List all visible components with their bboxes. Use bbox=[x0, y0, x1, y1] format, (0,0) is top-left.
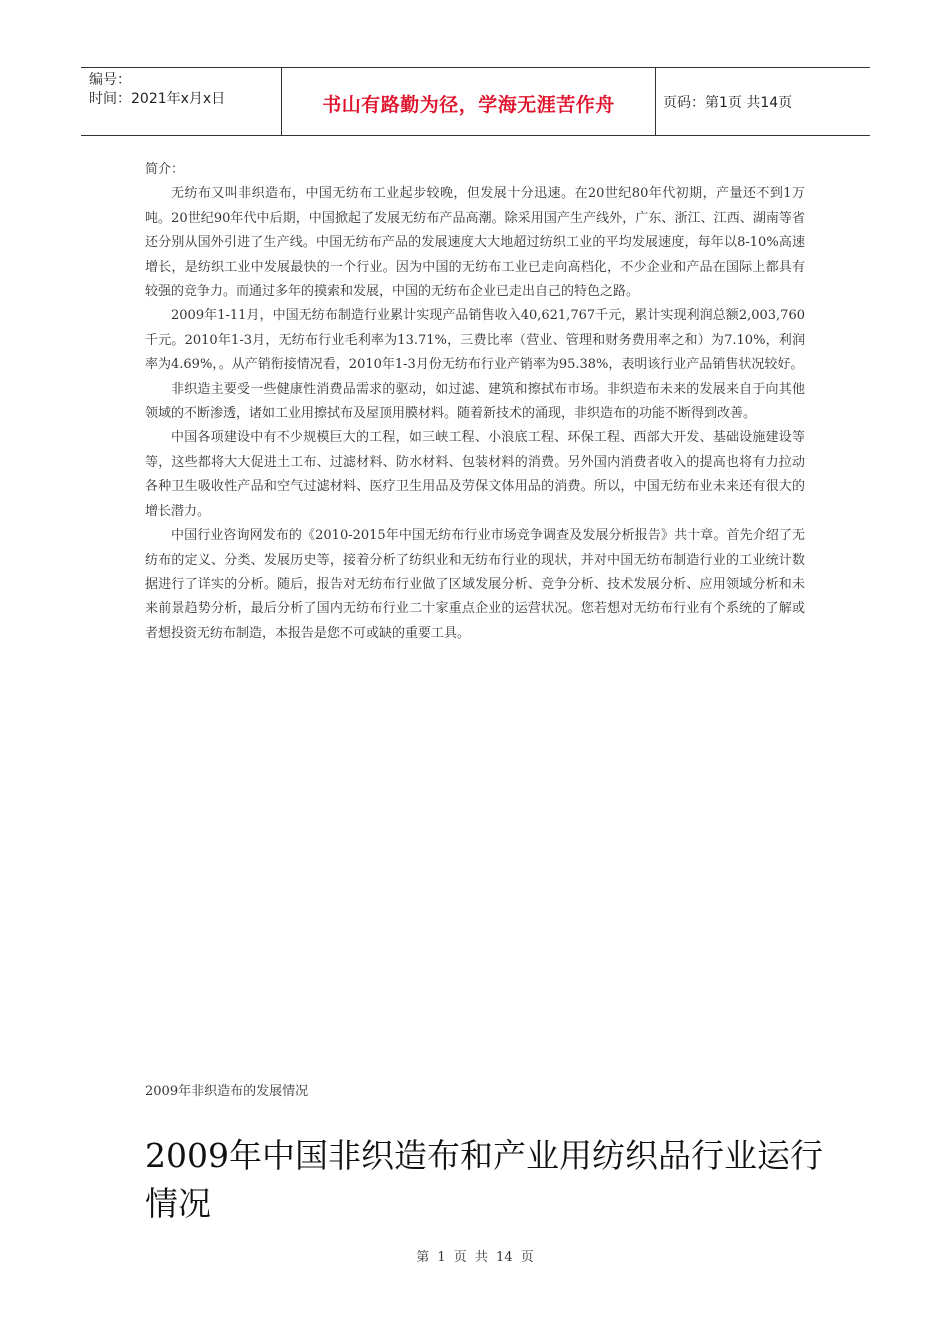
body-paragraph-3: 非织造主要受一些健康性消费品需求的驱动，如过滤、建筑和擦拭布市场。非织造布未来的发展来自于向其他领域的不断渗透，诸如工业用擦拭布及屋顶用膜材料。随着新技术的涌现，非织造布的功能不断得到改善。 bbox=[145, 381, 805, 422]
document-time-label: 时间：2021年x月x日 bbox=[89, 91, 226, 107]
document-number-label: 编号： bbox=[89, 72, 131, 88]
body-paragraph-2: 2009年1-11月，中国无纺布制造行业累计实现产品销售收入40,621,767千元，累计实现利润总额2,003,760千元。2010年1-3月，无纺布行业毛利率为13.71%，三费比率（营业、管理和财务费用率之和）为7.10%，利润率为4.69%，。从产销衔接情况看，2010年1-3月份无纺布行业产销率为95.38%，表明该行业产品销售状况较好。 bbox=[145, 308, 805, 373]
section-label: 2009年非织造布的发展情况 bbox=[145, 1084, 309, 1099]
body-paragraph-4: 中国各项建设中有不少规模巨大的工程，如三峡工程、小浪底工程、环保工程、西部大开发、基础设施建设等等，这些都将大大促进土工布、过滤材料、防水材料、包装材料的消费。另外国内消费者收入的提高也将有力拉动各种卫生吸收性产品和空气过滤材料、医疗卫生用品及劳保文体用品的消费。所以，中国无纺布业未来还有很大的增长潜力。 bbox=[145, 430, 805, 519]
header-motto: 书山有路勤为径，学海无涯苦作舟 bbox=[282, 68, 656, 135]
intro-label: 简介： bbox=[145, 162, 185, 177]
document-body bbox=[145, 158, 805, 646]
body-paragraph-5: 中国行业咨询网发布的《2010-2015年中国无纺布行业市场竞争调查及发展分析报告》共十章。首先介绍了无纺布的定义、分类、发展历史等，接着分析了纺织业和无纺布行业的现状，并对中国无纺布制造行业的工业统计数据进行了详实的分析。随后，报告对无纺布行业做了区域发展分析、竞争分析、技术发展分析、应用领域分析和未来前景趋势分析，最后分析了国内无纺布行业二十家重点企业的运营状况。您若想对无纺布行业有个系统的了解或者想投资无纺布制造，本报告是您不可或缺的重要工具。 bbox=[145, 528, 805, 641]
document-header bbox=[81, 67, 870, 136]
header-meta-cell bbox=[81, 68, 282, 135]
page-title: 2009年中国非织造布和产业用纺织品行业运行情况 bbox=[145, 1136, 823, 1223]
header-page-code: 页码：第1页 共14页 bbox=[663, 94, 793, 111]
page-footer: 第 1 页 共 14 页 bbox=[416, 1250, 534, 1265]
body-paragraph-1: 无纺布又叫非织造布，中国无纺布工业起步较晚，但发展十分迅速。在20世纪80年代初期，产量还不到1万吨。20世纪90年代中后期，中国掀起了发展无纺布产品高潮。除采用国产生产线外，广东、浙江、江西、湖南等省还分别从国外引进了生产线。中国无纺布产品的发展速度大大地超过纺织工业的平均发展速度，每年以8-10%高速增长，是纺织工业中发展最快的一个行业。因为中国的无纺布工业已走向高档化，不少企业和产品在国际上都具有较强的竞争力。而通过多年的摸索和发展，中国的无纺布企业已走出自己的特色之路。 bbox=[145, 186, 805, 300]
